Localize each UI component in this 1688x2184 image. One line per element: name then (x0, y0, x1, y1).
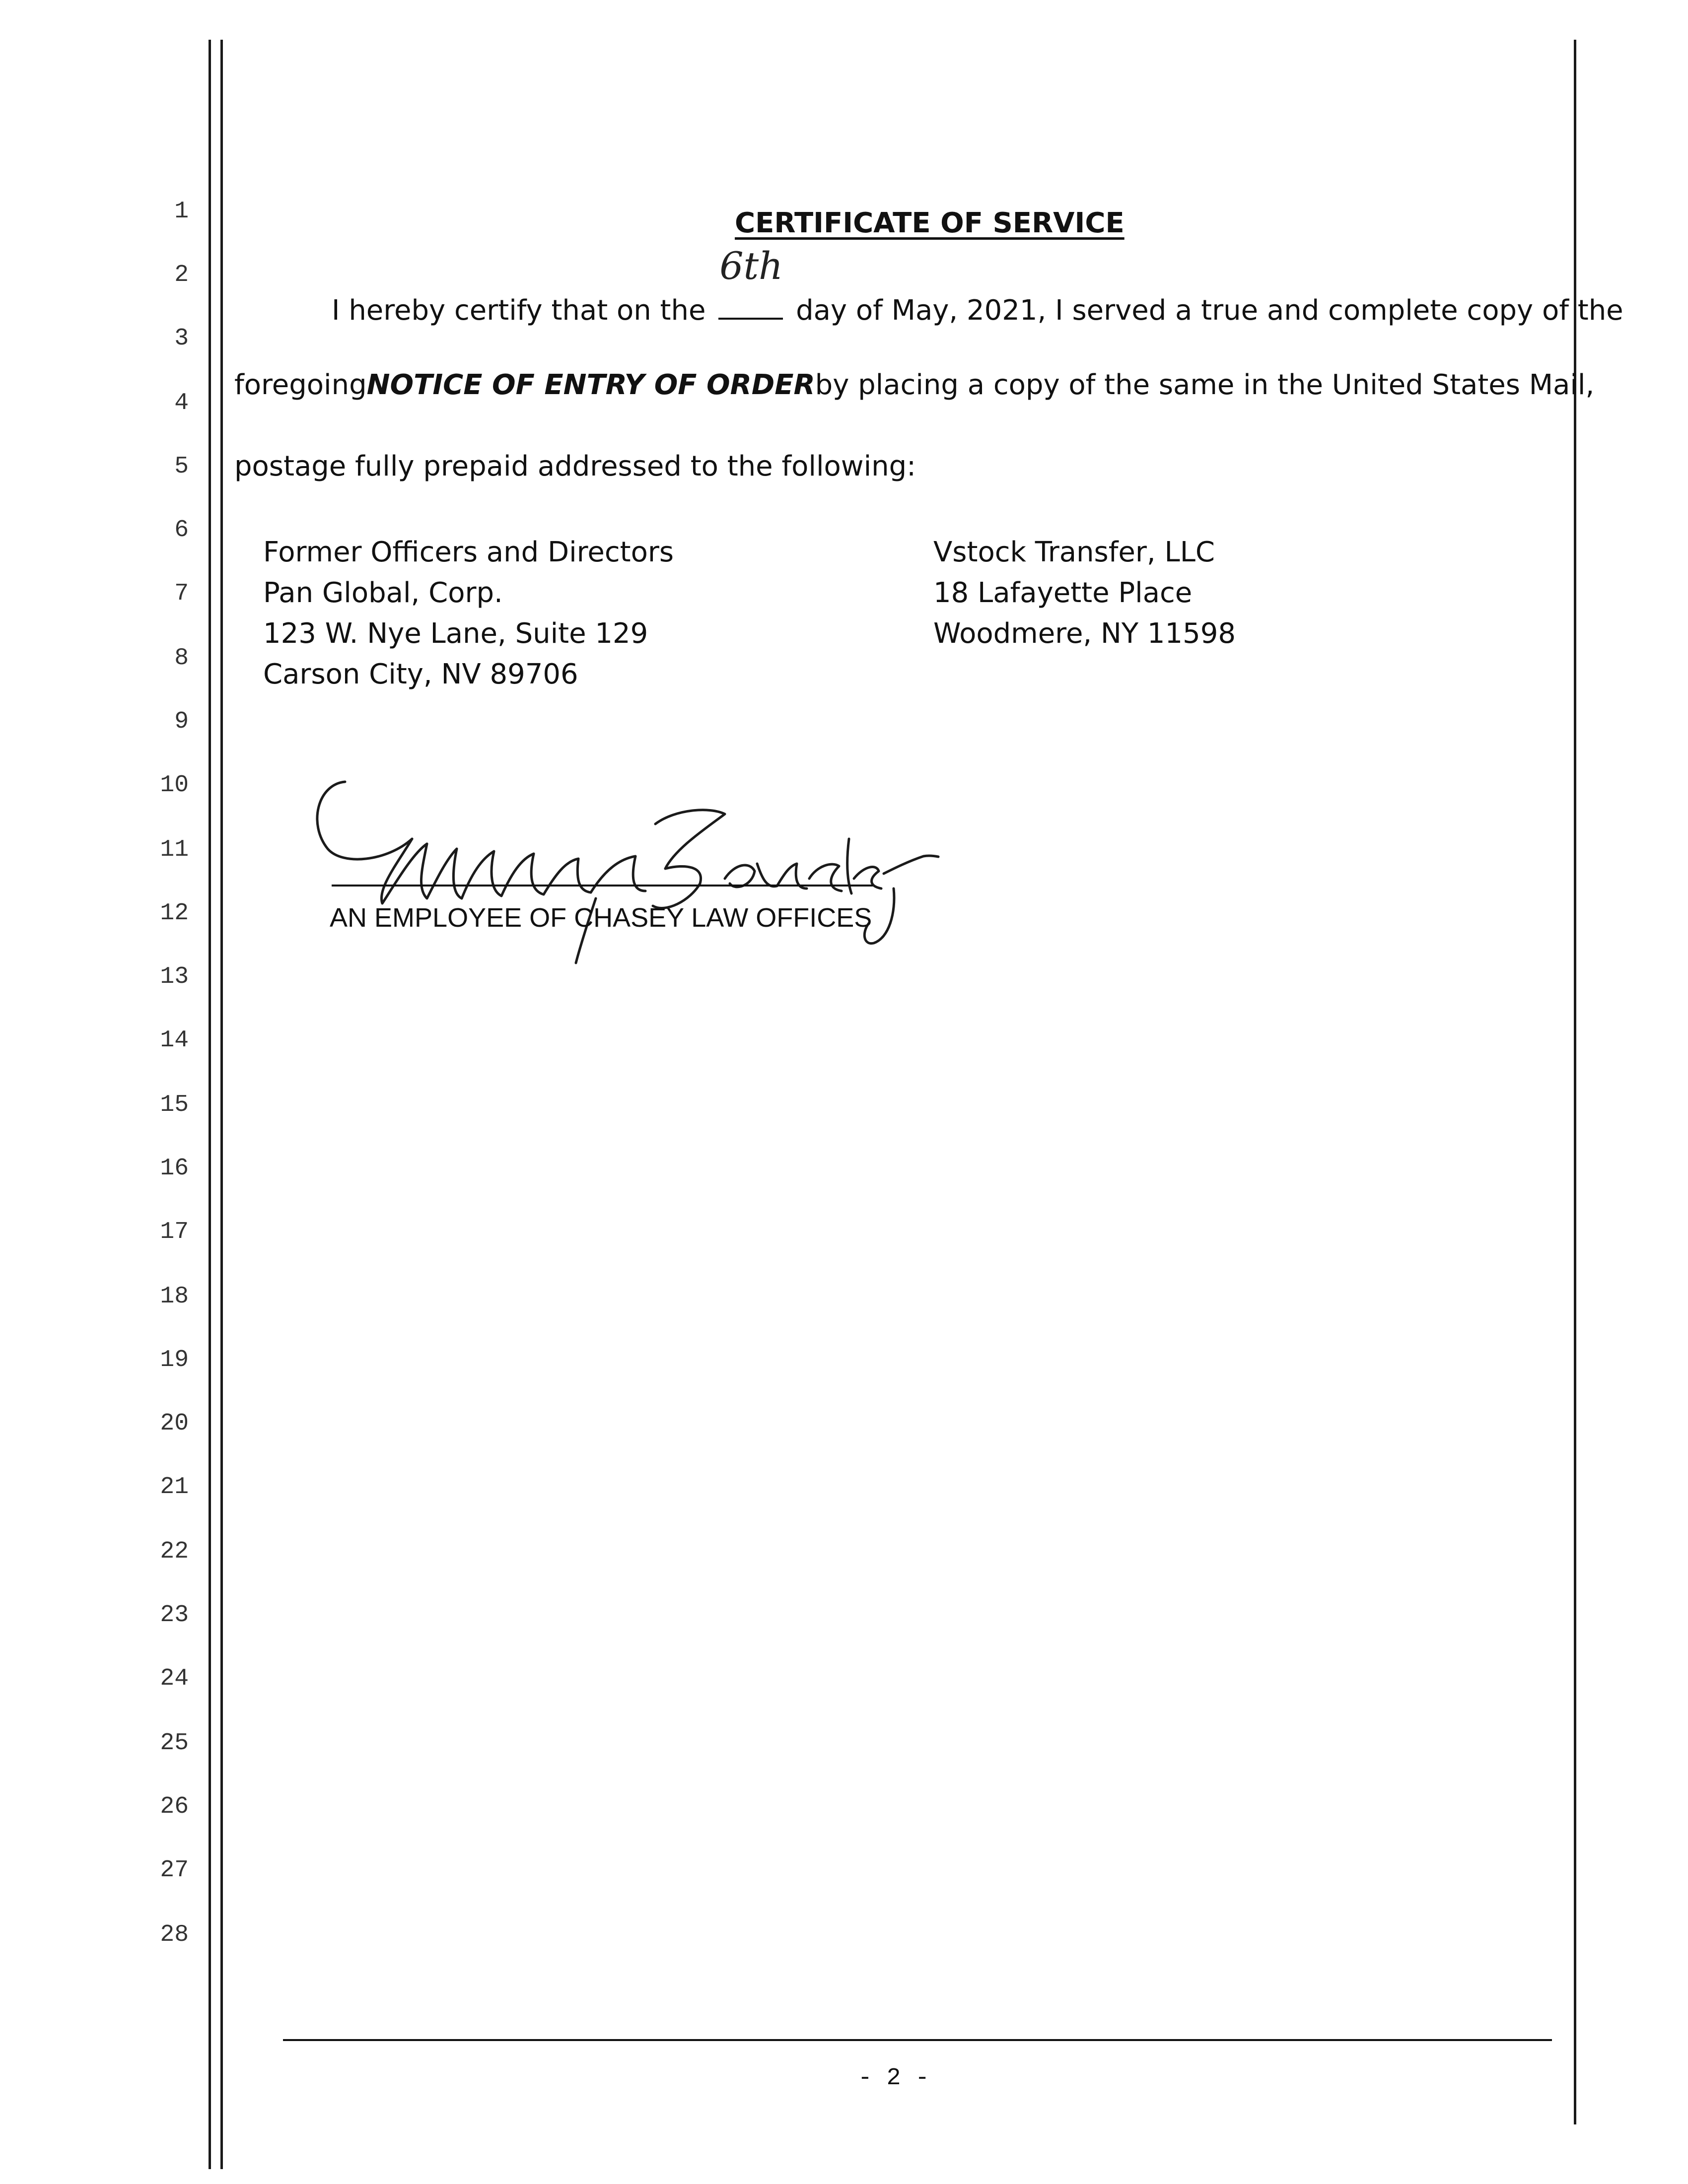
line-number: 27 (160, 1857, 189, 1884)
signature-caption: AN EMPLOYEE OF CHASEY LAW OFFICES (330, 903, 872, 933)
certification-text-start: I hereby certify that on the (332, 294, 706, 327)
address-line: Carson City, NV 89706 (263, 658, 578, 690)
line-number: 28 (160, 1921, 189, 1948)
line-number: 6 (174, 517, 189, 544)
right-margin-rule (1574, 40, 1576, 2124)
footer-rule (283, 2039, 1552, 2041)
line-number: 15 (160, 1092, 189, 1118)
line-number: 19 (160, 1347, 189, 1373)
line-number: 11 (160, 836, 189, 863)
line-number: 21 (160, 1474, 189, 1501)
line-number: 17 (160, 1219, 189, 1245)
line-number: 26 (160, 1793, 189, 1820)
handwritten-day-blank (718, 244, 783, 320)
line-number: 14 (160, 1027, 189, 1054)
address-line: 18 Lafayette Place (933, 577, 1193, 609)
line-number: 23 (160, 1602, 189, 1629)
recipient-address-1 (263, 532, 674, 695)
certification-line-2 (234, 369, 1595, 401)
certification-line-1 (332, 244, 1623, 327)
line-number: 16 (160, 1155, 189, 1182)
line-number: 24 (160, 1665, 189, 1692)
handwritten-day: 6th (719, 244, 783, 288)
certification-line-2-start: foregoing (234, 369, 367, 401)
line-number: 8 (174, 645, 189, 672)
line-number: 1 (174, 198, 189, 225)
line-number: 18 (160, 1283, 189, 1310)
line-number: 2 (174, 262, 189, 288)
line-number: 22 (160, 1538, 189, 1565)
line-number: 25 (160, 1730, 189, 1757)
address-line: 123 W. Nye Lane, Suite 129 (263, 617, 648, 650)
recipient-address-2 (933, 532, 1236, 654)
certification-line-3: postage fully prepaid addressed to the following: (234, 450, 916, 482)
left-margin-rule (209, 40, 211, 2169)
certification-line-2-end: by placing a copy of the same in the United States Mail, (815, 369, 1595, 401)
line-number: 3 (174, 325, 189, 352)
certification-text-end: day of May, 2021, I served a true and complete copy of the (796, 294, 1623, 327)
left-margin-rule-inner (220, 40, 223, 2169)
document-reference: NOTICE OF ENTRY OF ORDER (366, 369, 815, 401)
line-number: 12 (160, 900, 189, 927)
signature-line (332, 885, 873, 887)
line-number: 4 (174, 390, 189, 416)
address-line: Woodmere, NY 11598 (933, 617, 1236, 650)
line-number: 7 (174, 580, 189, 607)
address-line: Pan Global, Corp. (263, 577, 503, 609)
line-number: 13 (160, 963, 189, 990)
line-number: 5 (174, 453, 189, 480)
line-number: 20 (160, 1410, 189, 1437)
line-number: 9 (174, 708, 189, 735)
address-line: Vstock Transfer, LLC (933, 536, 1215, 568)
handwritten-signature (298, 764, 943, 963)
address-line: Former Officers and Directors (263, 536, 674, 568)
page-number: - 2 - (857, 2065, 930, 2092)
document-title: CERTIFICATE OF SERVICE (735, 207, 1125, 239)
line-number: 10 (160, 772, 189, 799)
